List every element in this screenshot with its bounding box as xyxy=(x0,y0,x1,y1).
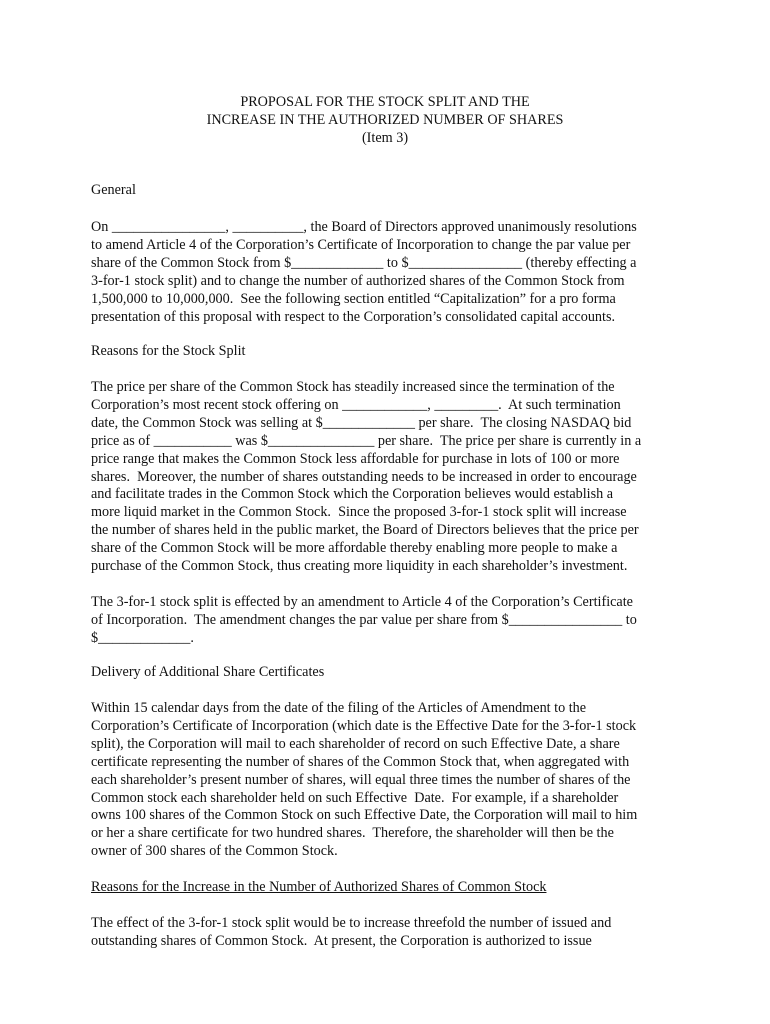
paragraph-line: and facilitate trades in the Common Stock which the Corporation believes would establish a xyxy=(91,486,614,503)
section-heading-general: General xyxy=(91,182,136,198)
paragraph-line: On ________________, __________, the Board of Directors approved unanimously resolutions xyxy=(91,219,637,235)
title-line-2: INCREASE IN THE AUTHORIZED NUMBER OF SHARES xyxy=(206,111,564,128)
document-title xyxy=(0,94,770,148)
paragraph-reasons-split xyxy=(91,379,691,576)
section-heading-delivery: Delivery of Additional Share Certificates xyxy=(91,664,325,680)
paragraph-line: or her a share certificate for two hundred shares. Therefore, the shareholder will then be the xyxy=(91,825,614,842)
title-line-3: (Item 3) xyxy=(361,129,409,146)
title-line-1: PROPOSAL FOR THE STOCK SPLIT AND THE xyxy=(240,94,530,110)
section-heading-reasons-increase: Reasons for the Increase in the Number of Authorized Shares of Common Stock xyxy=(91,879,547,895)
paragraph-line: owner of 300 shares of the Common Stock. xyxy=(91,843,338,860)
paragraph-line: each shareholder’s present number of shares, will equal three times the number of shares of the xyxy=(91,771,631,788)
paragraph-line: 3-for-1 stock split) and to change the number of authorized shares of the Common Stock from xyxy=(91,272,625,289)
paragraph-line: of Incorporation. The amendment changes the par value per share from $________________ to xyxy=(91,611,637,628)
paragraph-line: the number of shares held in the public market, the Board of Directors believes that the price per xyxy=(91,522,639,539)
paragraph-line: Corporation’s Certificate of Incorporation (which date is the Effective Date for the 3-for-1 stock xyxy=(91,717,637,734)
paragraph-line: $_____________. xyxy=(91,629,194,646)
paragraph-line: to amend Article 4 of the Corporation’s Certificate of Incorporation to change the par value per xyxy=(91,236,631,253)
paragraph-line: share of the Common Stock will be more affordable thereby enabling more people to make a xyxy=(91,540,618,557)
paragraph-line: owns 100 shares of the Common Stock on such Effective Date, the Corporation will mail to him xyxy=(91,807,638,824)
paragraph-line: presentation of this proposal with respect to the Corporation’s consolidated capital accounts. xyxy=(91,308,616,325)
paragraph-line: price as of ___________ was $_______________ per share. The price per share is currently in a xyxy=(91,432,642,449)
paragraph-line: The 3-for-1 stock split is effected by an amendment to Article 4 of the Corporation’s Certificate xyxy=(91,594,633,610)
paragraph-general xyxy=(91,219,691,326)
paragraph-line: Corporation’s most recent stock offering on ____________, _________. At such termination xyxy=(91,396,621,413)
paragraph-line: date, the Common Stock was selling at $_____________ per share. The closing NASDAQ bid xyxy=(91,414,632,431)
paragraph-line: shares. Moreover, the number of shares outstanding needs to be increased in order to encourage xyxy=(91,468,637,485)
paragraph-line: share of the Common Stock from $_____________ to $________________ (thereby effecting a xyxy=(91,254,637,271)
paragraph-delivery xyxy=(91,700,691,861)
paragraph-line: purchase of the Common Stock, thus creating more liquidity in each shareholder’s investment. xyxy=(91,558,628,575)
paragraph-line: 1,500,000 to 10,000,000. See the following section entitled “Capitalization” for a pro forma xyxy=(91,290,616,307)
paragraph-line: more liquid market in the Common Stock. Since the proposed 3-for-1 stock split will increase xyxy=(91,504,627,521)
paragraph-line: Within 15 calendar days from the date of the filing of the Articles of Amendment to the xyxy=(91,700,587,716)
paragraph-line: The effect of the 3-for-1 stock split would be to increase threefold the number of issued and xyxy=(91,915,612,931)
paragraph-line: price range that makes the Common Stock less affordable for purchase in lots of 100 or more xyxy=(91,450,620,467)
paragraph-line: outstanding shares of Common Stock. At present, the Corporation is authorized to issue xyxy=(91,932,592,949)
section-heading-reasons-split: Reasons for the Stock Split xyxy=(91,343,246,359)
paragraph-line: certificate representing the number of shares of the Common Stock that, when aggregated with xyxy=(91,753,630,770)
paragraph-line: split), the Corporation will mail to each shareholder of record on such Effective Date, a share xyxy=(91,735,620,752)
paragraph-line: The price per share of the Common Stock has steadily increased since the termination of the xyxy=(91,379,615,395)
paragraph-line: Common stock each shareholder held on such Effective Date. For example, if a shareholder xyxy=(91,789,619,806)
paragraph-amendment xyxy=(91,594,691,648)
paragraph-reasons-increase xyxy=(91,915,691,951)
